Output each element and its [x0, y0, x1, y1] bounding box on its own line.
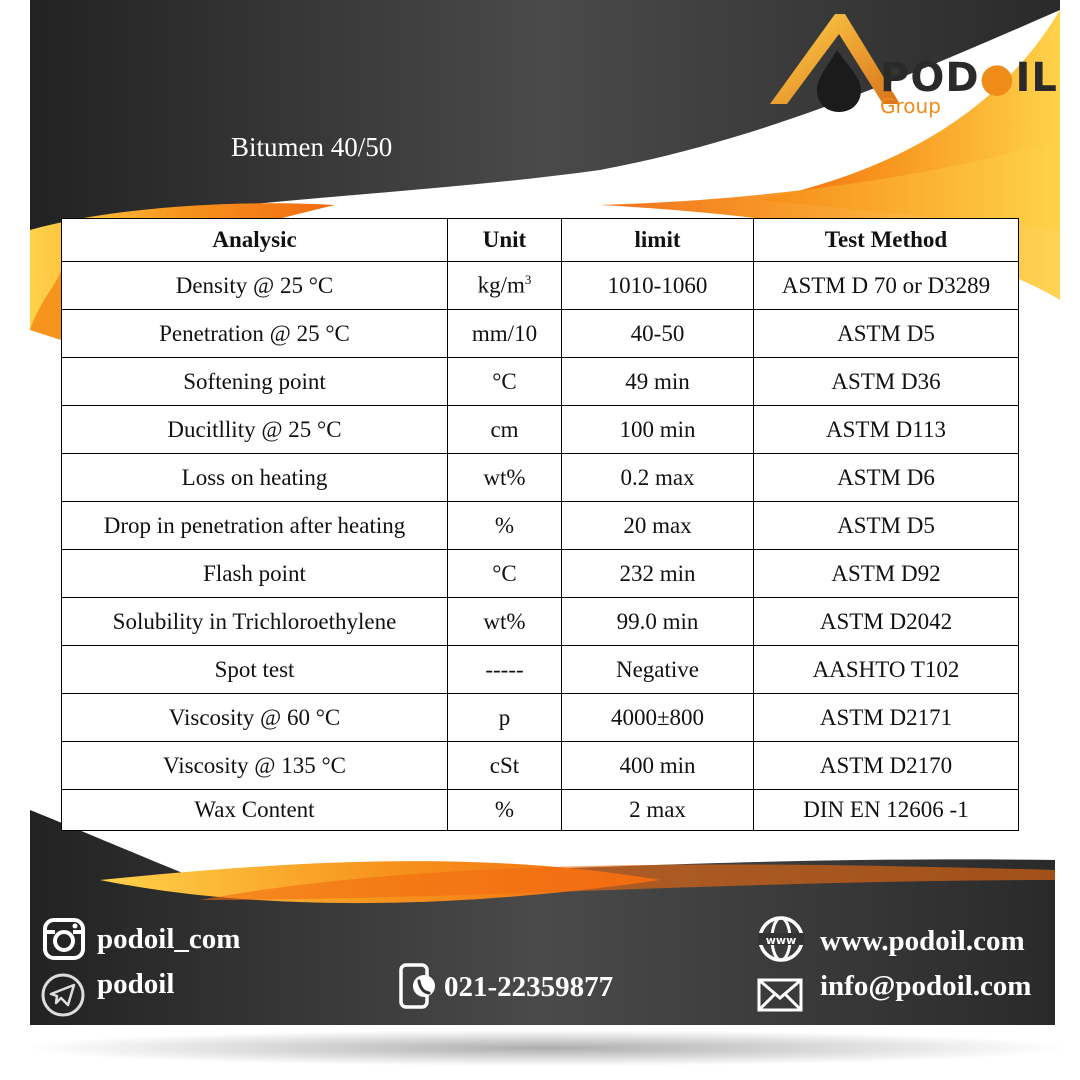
analysis-cell-text: Viscosity @ 60 °C	[168, 704, 341, 730]
test-method-cell	[754, 406, 1019, 454]
unit-cell-text: p	[498, 704, 511, 730]
test-method-cell-text: AASHTO T102	[812, 656, 960, 682]
analysis-cell-text: Ducitllity @ 25 °C	[167, 416, 342, 442]
test-method-cell	[754, 646, 1019, 694]
unit-cell-text: cSt	[489, 752, 520, 778]
unit-cell	[448, 790, 562, 831]
unit-cell	[448, 742, 562, 790]
limit-cell-text: 4000±800	[610, 704, 705, 730]
limit-cell	[562, 406, 754, 454]
analysis-cell	[62, 790, 448, 831]
unit-cell	[448, 262, 562, 310]
limit-cell-text: 2 max	[629, 797, 686, 822]
email-link[interactable]: info@podoil.com	[820, 970, 1032, 1002]
unit-cell-text: -----	[485, 656, 524, 682]
brand-name: POD●IL	[880, 55, 1058, 101]
unit-cell-text: °C	[492, 560, 517, 586]
limit-cell	[562, 790, 754, 831]
test-method-cell-text: ASTM D92	[831, 560, 941, 586]
table-row	[62, 742, 1019, 790]
limit-cell-text: 49 min	[625, 368, 690, 394]
test-method-cell	[754, 694, 1019, 742]
limit-cell-text: 400 min	[619, 752, 696, 778]
table-row	[62, 550, 1019, 598]
test-method-cell	[754, 790, 1019, 831]
analysis-cell-text: Penetration @ 25 °C	[159, 320, 350, 346]
test-method-cell	[754, 310, 1019, 358]
website-link[interactable]: www.podoil.com	[820, 925, 1025, 957]
analysis-cell-text: Viscosity @ 135 °C	[163, 752, 346, 778]
analysis-cell	[62, 502, 448, 550]
unit-superscript: 3	[524, 272, 532, 288]
test-method-cell-text: ASTM D2171	[819, 704, 953, 730]
table-row	[62, 262, 1019, 310]
analysis-cell-text: Spot test	[214, 656, 295, 682]
limit-cell	[562, 454, 754, 502]
unit-cell-text: mm/10	[471, 320, 538, 346]
unit-cell	[448, 694, 562, 742]
header-analysis: Analysic	[62, 219, 448, 262]
table-row	[62, 646, 1019, 694]
mail-icon	[757, 978, 803, 1012]
unit-cell-text: cm	[490, 416, 519, 442]
test-method-cell-text: ASTM D6	[837, 464, 935, 490]
table-row	[62, 694, 1019, 742]
test-method-cell-text: ASTM D113	[826, 416, 946, 442]
limit-cell	[562, 310, 754, 358]
test-method-cell	[754, 358, 1019, 406]
analysis-cell	[62, 646, 448, 694]
limit-cell-text: 40-50	[630, 320, 685, 346]
limit-cell-text: 1010-1060	[607, 272, 708, 298]
test-method-cell	[754, 598, 1019, 646]
instagram-icon	[42, 917, 86, 961]
header-test-method: Test Method	[754, 219, 1019, 262]
analysis-cell-text: Density @ 25 °C	[175, 272, 334, 298]
unit-cell-text: wt%	[483, 608, 526, 634]
header-limit: limit	[562, 219, 754, 262]
test-method-cell	[754, 502, 1019, 550]
analysis-cell	[62, 406, 448, 454]
limit-cell	[562, 358, 754, 406]
analysis-cell-text: Drop in penetration after heating	[103, 512, 406, 538]
test-method-cell	[754, 454, 1019, 502]
limit-cell-text: 99.0 min	[616, 608, 699, 634]
unit-cell	[448, 454, 562, 502]
table-body	[62, 262, 1019, 831]
analysis-cell-text: Solubility in Trichloroethylene	[112, 608, 397, 634]
limit-cell	[562, 262, 754, 310]
instagram-handle[interactable]: podoil_com	[97, 923, 241, 955]
table-row	[62, 502, 1019, 550]
svg-text:www: www	[765, 934, 797, 947]
test-method-cell-text: ASTM D2042	[819, 608, 953, 634]
globe-icon	[756, 914, 806, 964]
test-method-cell-text: ASTM D36	[831, 368, 941, 394]
analysis-cell-text: Wax Content	[194, 797, 315, 822]
test-method-cell-text: ASTM D5	[837, 512, 935, 538]
test-method-cell	[754, 262, 1019, 310]
unit-cell	[448, 358, 562, 406]
test-method-cell-text: ASTM D5	[837, 320, 935, 346]
limit-cell-text: 20 max	[623, 512, 692, 538]
limit-cell-text: 0.2 max	[620, 464, 695, 490]
limit-cell-text: Negative	[615, 656, 699, 682]
test-method-cell	[754, 550, 1019, 598]
test-method-cell-text: ASTM D2170	[819, 752, 953, 778]
limit-cell-text: 232 min	[619, 560, 696, 586]
analysis-cell-text: Flash point	[203, 560, 306, 586]
analysis-cell	[62, 550, 448, 598]
unit-cell-text: kg/m	[477, 272, 525, 298]
limit-cell	[562, 502, 754, 550]
phone-icon	[398, 962, 438, 1010]
limit-cell	[562, 550, 754, 598]
unit-cell	[448, 406, 562, 454]
table-row	[62, 598, 1019, 646]
test-method-cell	[754, 742, 1019, 790]
phone-number[interactable]: 021-22359877	[444, 971, 614, 1003]
table-row	[62, 406, 1019, 454]
table-row	[62, 310, 1019, 358]
unit-cell-text: %	[494, 512, 515, 538]
analysis-cell-text: Loss on heating	[181, 464, 328, 490]
analysis-cell	[62, 262, 448, 310]
analysis-cell-text: Softening point	[183, 368, 326, 394]
limit-cell-text: 100 min	[619, 416, 696, 442]
table-row	[62, 454, 1019, 502]
test-method-cell-text: DIN EN 12606 -1	[803, 797, 969, 822]
limit-cell	[562, 742, 754, 790]
analysis-cell	[62, 310, 448, 358]
limit-cell	[562, 694, 754, 742]
analysis-cell	[62, 694, 448, 742]
table-row	[62, 358, 1019, 406]
table-header-row	[62, 219, 1019, 262]
unit-cell	[448, 550, 562, 598]
analysis-cell	[62, 742, 448, 790]
brand-sub: Group	[880, 94, 941, 118]
analysis-cell	[62, 358, 448, 406]
header-unit: Unit	[448, 219, 562, 262]
unit-cell	[448, 646, 562, 694]
unit-cell	[448, 598, 562, 646]
limit-cell	[562, 598, 754, 646]
table-row	[62, 790, 1019, 831]
spec-table	[61, 218, 1019, 831]
analysis-cell	[62, 598, 448, 646]
telegram-handle[interactable]: podoil	[97, 968, 175, 1000]
telegram-icon	[40, 972, 86, 1018]
unit-cell	[448, 502, 562, 550]
analysis-cell	[62, 454, 448, 502]
test-method-cell-text: ASTM D 70 or D3289	[781, 272, 991, 298]
unit-cell-text: wt%	[483, 464, 526, 490]
document-title: Bitumen 40/50	[231, 132, 393, 162]
unit-cell-text: %	[494, 797, 515, 822]
unit-cell	[448, 310, 562, 358]
unit-cell-text: °C	[492, 368, 517, 394]
limit-cell	[562, 646, 754, 694]
